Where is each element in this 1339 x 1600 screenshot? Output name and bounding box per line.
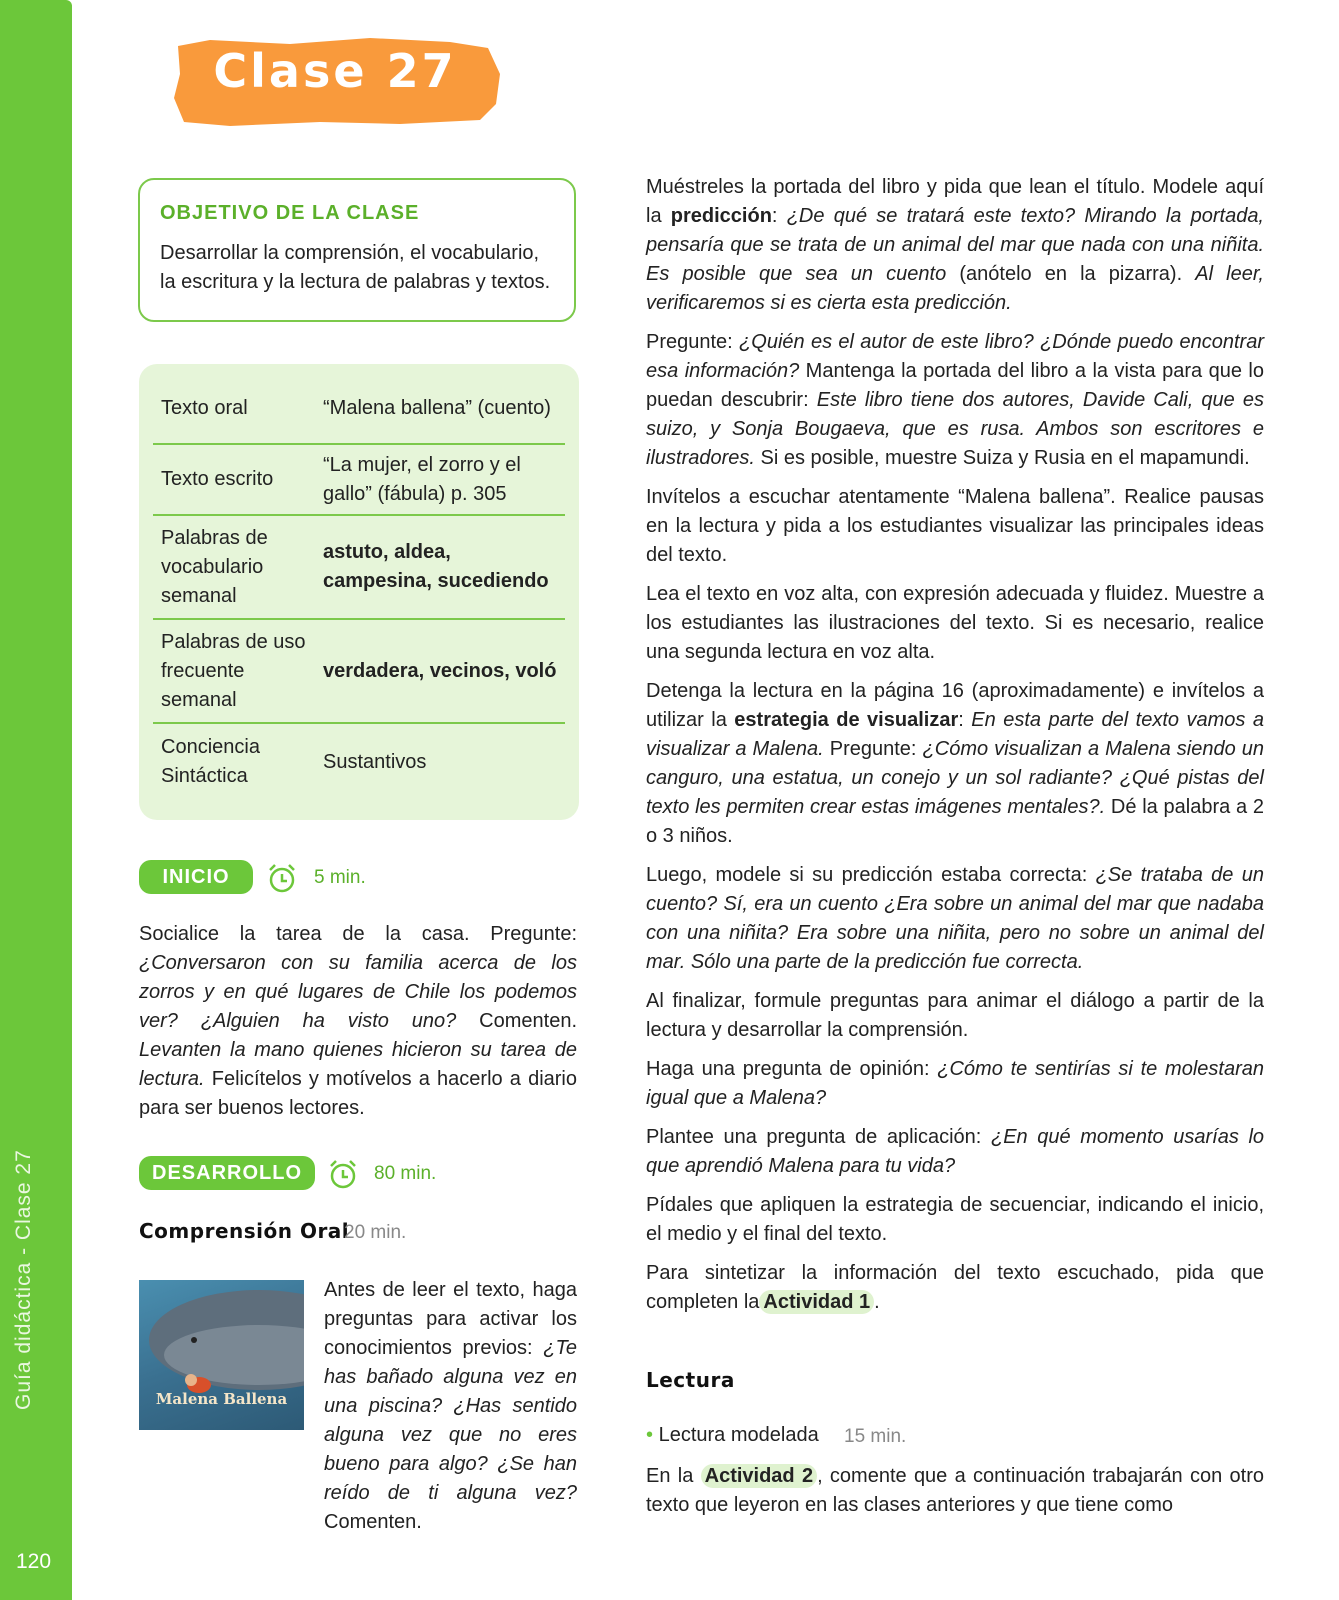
inicio-time: 5 min.: [314, 867, 366, 888]
paragraph: [646, 1259, 1264, 1317]
text-span: Haga una pregunta de opinión:: [646, 1058, 938, 1080]
paragraph: [646, 861, 1264, 977]
objective-box: [138, 178, 576, 322]
desarrollo-time: 80 min.: [374, 1163, 437, 1184]
bullet-text: Lectura modelada: [658, 1424, 819, 1446]
text-span: ¿Cómo te sentirías si te molestaran igual que a Malena?: [646, 1058, 1264, 1109]
alarm-clock-icon: [327, 1158, 359, 1190]
table-cell-value: “La mujer, el zorro y el gallo” (fábula) p. 305: [323, 453, 521, 505]
table-cell-label: Texto oral: [161, 397, 248, 419]
table-cell-label: Conciencia Sintáctica: [161, 736, 260, 787]
text-span: Antes de leer el texto, haga preguntas para activar los conocimientos previos:: [324, 1279, 577, 1359]
actividad-1-highlight: Actividad 1: [759, 1290, 874, 1314]
page-title: Clase 27: [213, 44, 457, 98]
text-span: Comenten.: [324, 1511, 422, 1533]
text-span: Levanten la mano quienes hicieron su tarea de lectura.: [139, 1039, 577, 1090]
table-row: [153, 445, 565, 516]
inicio-paragraph: [139, 920, 577, 1123]
text-span: En la: [646, 1465, 701, 1487]
table-cell-label: Palabras de uso frecuente semanal: [161, 630, 306, 711]
bullet-lectura-modelada: [646, 1424, 819, 1447]
right-column: [646, 173, 1264, 1327]
text-span: Comenten.: [456, 1010, 578, 1032]
paragraph: [646, 328, 1264, 473]
objective-text: Desarrollar la comprensión, el vocabulario, la escritura y la lectura de palabras y textos.: [160, 242, 551, 293]
comprension-oral-time: 20 min.: [344, 1222, 407, 1243]
text-span: Para sintetizar la información del texto escuchado, pida que completen la: [646, 1262, 1264, 1313]
bullet-dot-icon: •: [646, 1424, 654, 1446]
paragraph: Invítelos a escuchar atentamente “Malena ballena”. Realice pausas en la lectura y pida a los estudiantes visualizar las principales ideas del texto.: [646, 486, 1264, 566]
text-span: Al leer, verificaremos si es cierta esta predicción.: [646, 263, 1264, 314]
comprension-oral-heading: Comprensión Oral: [139, 1219, 350, 1243]
text-span: , comente que a continuación trabajarán con otro texto que leyeron en las clases anteriores y que tiene como: [646, 1465, 1264, 1516]
text-span: estrategia de visualizar: [734, 709, 959, 731]
text-span: Pregunte:: [823, 738, 923, 760]
paragraph: [646, 677, 1264, 851]
paragraph: Al finalizar, formule preguntas para animar el diálogo a partir de la lectura y desarrollar la comprensión.: [646, 990, 1264, 1041]
paragraph: [646, 1055, 1264, 1113]
desarrollo-paragraph-wrap: [324, 1276, 577, 1537]
table-cell-label: Palabras de vocabulario semanal: [161, 526, 268, 607]
text-span: .: [874, 1291, 880, 1313]
text-span: Muéstreles la portada del libro y pida que lean el título. Modele aquí la: [646, 176, 1264, 227]
table-cell-label: Texto escrito: [161, 468, 274, 490]
text-span: :: [958, 709, 972, 731]
text-span: (anótelo en la pizarra).: [946, 263, 1196, 285]
alarm-clock-icon: [266, 862, 298, 894]
text-span: En esta parte del texto vamos a visualizar a Malena.: [646, 709, 1264, 760]
text-span: ¿De qué se tratará este texto? Mirando la portada, pensaría que se trata de un animal del mar que nada con una niñita. Es posible que sea un cuento: [646, 205, 1264, 285]
actividad-2-paragraph: [646, 1462, 1264, 1520]
table-row: [153, 374, 565, 445]
paragraph: Lea el texto en voz alta, con expresión adecuada y fluidez. Muestre a los estudiantes las ilustraciones del texto. Si es necesario, realice una segunda lectura en voz alta.: [646, 583, 1264, 663]
table-cell-value: Sustantivos: [323, 750, 427, 773]
table-row: [153, 620, 565, 724]
table-row: [153, 516, 565, 620]
text-span: Este libro tiene dos autores, Davide Cali, que es suizo, y Sonja Bougaeva, que es rusa. Ambos son escritores e ilustradores.: [646, 389, 1264, 469]
actividad-2-highlight: Actividad 2: [701, 1464, 817, 1488]
book-cover-image: [139, 1280, 304, 1430]
text-span: Si es posible, muestre Suiza y Rusia en el mapamundi.: [754, 447, 1250, 469]
text-span: Felicítelos y motívelos a hacerlo a diario para ser buenos lectores.: [139, 1068, 577, 1119]
text-span: :: [771, 205, 787, 227]
table-row: [153, 724, 565, 800]
text-span: Plantee una pregunta de aplicación:: [646, 1126, 991, 1148]
text-span: Pregunte:: [646, 331, 740, 353]
text-span: Detenga la lectura en la página 16 (aproximadamente) e invítelos a utilizar la: [646, 680, 1264, 731]
class-info-table: [139, 364, 579, 820]
paragraph: Pídales que apliquen la estrategia de secuenciar, indicando el inicio, el medio y el final del texto.: [646, 1194, 1264, 1245]
objective-heading: OBJETIVO DE LA CLASE: [160, 202, 420, 224]
text-span: ¿Se trataba de un cuento? Sí, era un cuento ¿Era sobre un animal del mar que nadaba con una niñita? Era sobre una niñita, pero no sobre un animal del mar. Sólo una parte de la predicción fue correcta.: [646, 864, 1264, 973]
text-span: ¿Cómo visualizan a Malena siendo un canguro, una estatua, un conejo y un sol radiante? ¿Qué pistas del texto les permiten crear estas imágenes mentales?.: [646, 738, 1265, 818]
inicio-badge: INICIO: [139, 860, 253, 894]
text-span: Mantenga la portada del libro a la vista para que lo puedan descubrir:: [646, 360, 1264, 411]
text-span: ¿Quién es el autor de este libro? ¿Dónde puedo encontrar esa información?: [646, 331, 1264, 382]
lectura-time: 15 min.: [844, 1426, 907, 1447]
page-number: 120: [16, 1550, 52, 1573]
desarrollo-badge: DESARROLLO: [139, 1156, 315, 1190]
sidebar-label: Guía didáctica - Clase 27: [12, 1149, 35, 1410]
text-span: ¿Te has bañado alguna vez en una piscina? ¿Has sentido alguna vez que no eres bueno para algo? ¿Se han reído de ti alguna vez?: [324, 1337, 577, 1504]
text-span: ¿En qué momento usarías lo que aprendió Malena para tu vida?: [646, 1126, 1265, 1177]
paragraph: [646, 173, 1264, 318]
text-span: predicción: [670, 205, 772, 227]
lectura-heading: Lectura: [646, 1368, 735, 1392]
text-span: Dé la palabra a 2 o 3 niños.: [646, 796, 1264, 847]
text-span: Luego, modele si su predicción estaba correcta:: [646, 864, 1096, 886]
book-title: Malena Ballena: [155, 1390, 288, 1408]
text-span: ¿Conversaron con su familia acerca de los zorros y en qué lugares de Chile los podemos ver? ¿Alguien ha visto uno?: [139, 952, 577, 1032]
text-span: Socialice la tarea de la casa. Pregunte:: [139, 923, 577, 945]
table-cell-value: “Malena ballena” (cuento): [323, 397, 551, 419]
paragraph: [646, 1123, 1264, 1181]
table-cell-value: astuto, aldea, campesina, sucediendo: [323, 541, 549, 592]
table-cell-value: verdadera, vecinos, voló: [323, 659, 557, 682]
